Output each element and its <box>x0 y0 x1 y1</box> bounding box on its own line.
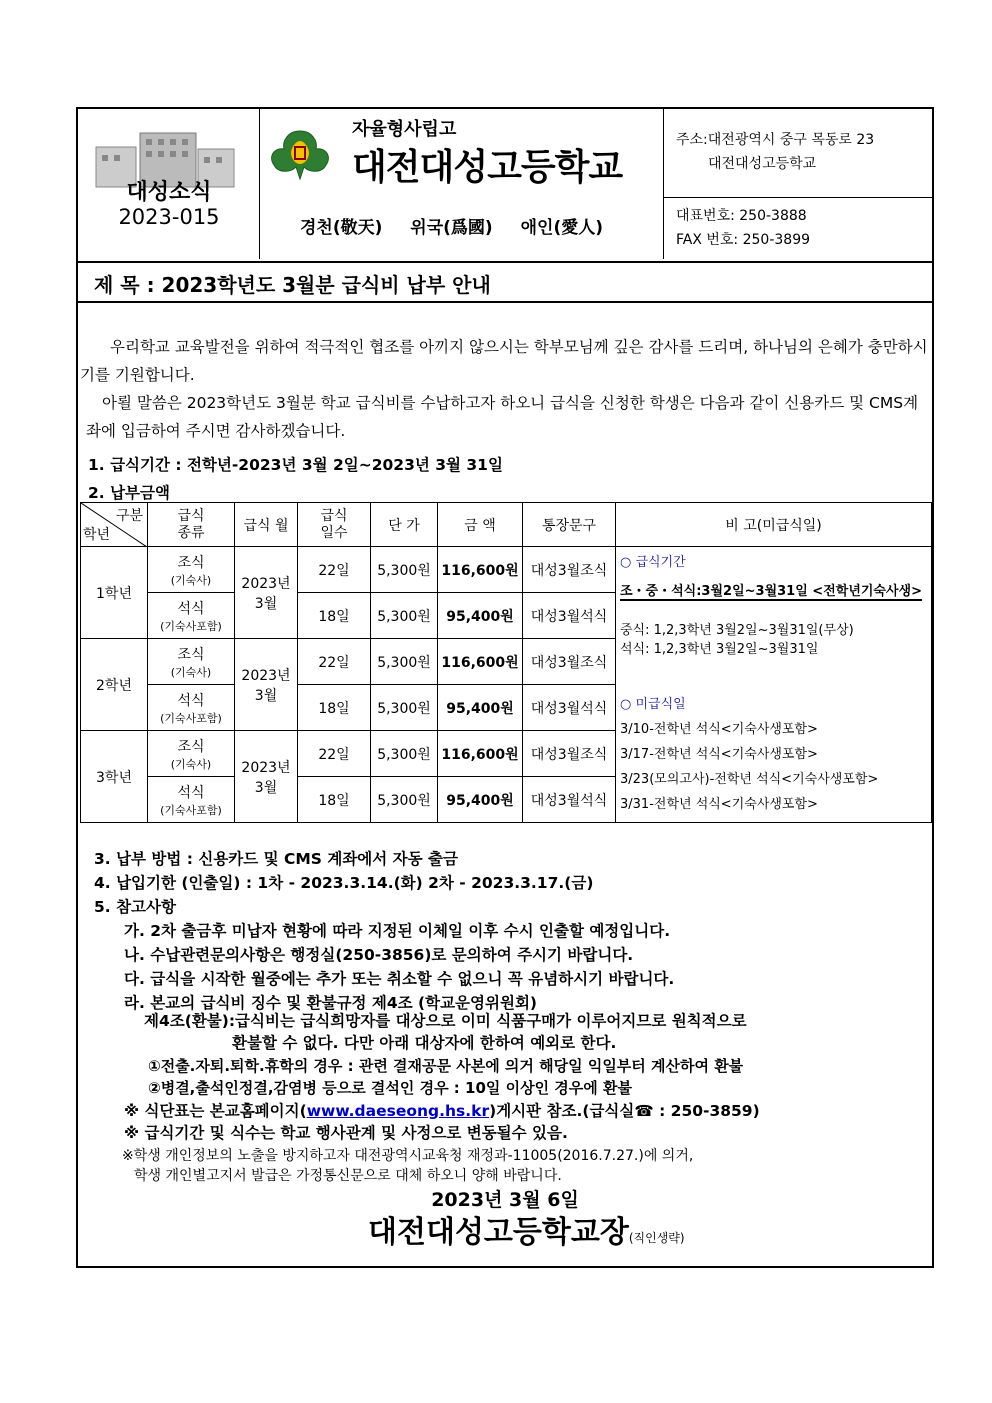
ref-item-c: 다. 급식을 시작한 월중에는 추가 또는 취소할 수 없으니 꼭 유념하시기 바랍니다. <box>124 970 675 988</box>
amount: 116,600원 <box>438 547 523 593</box>
unit-price: 5,300원 <box>371 777 438 823</box>
note-heading-period: ○ 급식기간 <box>620 555 686 570</box>
meal-month: 2023년 3월 <box>235 547 298 639</box>
unit-price: 5,300원 <box>371 547 438 593</box>
table-header-row <box>81 503 932 547</box>
bank-memo: 대성3월조식 <box>523 731 616 777</box>
note-line: 3/23(모의고사)-전학년 석식<기숙사생포함> <box>620 772 879 787</box>
newsletter-box <box>78 109 260 259</box>
ref-item-d: 라. 본교의 급식비 징수 및 환불규정 제4조 (학교운영위원회) <box>124 994 537 1012</box>
header-grade: 학년 <box>83 527 111 543</box>
meal-days: 18일 <box>298 593 371 639</box>
amount: 116,600원 <box>438 639 523 685</box>
note-line: 중식: 1,2,3학년 3월2일~3월31일(무상) <box>620 623 854 638</box>
newsletter-name: 대성소식 <box>126 180 212 205</box>
newsletter-number: 2023-015 <box>118 205 220 229</box>
note-cell <box>616 547 932 823</box>
menu-notice: ※ 식단표는 본교홈페이지(www.daeseong.hs.kr)게시판 참조.(급식실☎ : 250-3859) <box>124 1102 760 1120</box>
meal-month: 2023년 3월 <box>235 639 298 731</box>
ref-item-b: 나. 수납관련문의사항은 행정실(250-3856)로 문의하여 주시기 바랍니다. <box>124 946 634 964</box>
header-unit-price: 단 가 <box>371 503 438 547</box>
item-payment-method: 3. 납부 방법 : 신용카드 및 CMS 계좌에서 자동 출금 <box>94 850 458 868</box>
note-line: 3/17-전학년 석식<기숙사생포함> <box>620 747 818 762</box>
principal-signature: 대전대성고등학교장(직인생략) <box>368 1215 685 1250</box>
unit-price: 5,300원 <box>371 731 438 777</box>
address-line1: 주소:대전광역시 중구 목동로 23 <box>676 132 875 148</box>
meal-kind: 석식 (기숙사포함) <box>148 777 235 823</box>
meal-days: 18일 <box>298 777 371 823</box>
bank-memo: 대성3월석식 <box>523 777 616 823</box>
grade-cell: 1학년 <box>81 547 148 639</box>
bank-memo: 대성3월조식 <box>523 547 616 593</box>
letterhead <box>78 109 932 263</box>
item-payment-deadline: 4. 납입기한 (인출일) : 1차 - 2023.3.14.(화) 2차 - 2023.3.17.(금) <box>94 874 594 892</box>
divider <box>664 197 932 198</box>
meal-kind: 조식 (기숙사) <box>148 731 235 777</box>
header-month: 급식 월 <box>235 503 298 547</box>
intro-paragraph-1: 우리학교 교육발전을 위하여 적극적인 협조를 아끼지 않으시는 학부모님께 깊은 감사를 드리며, 하나님의 은혜가 충만하시기를 기원합니다. <box>80 338 928 384</box>
seal-omitted: (직인생략) <box>628 1231 685 1245</box>
document-frame <box>76 107 934 1268</box>
note-line: 3/10-전학년 석식<기숙사생포함> <box>620 722 818 737</box>
header-amount: 금 액 <box>438 503 523 547</box>
amount: 116,600원 <box>438 731 523 777</box>
privacy-notice-line1: ※학생 개인정보의 노출을 방지하고자 대전광역시교육청 재정과-11005(2016.7.27.)에 의거, <box>122 1148 694 1164</box>
header-gubun: 구분 <box>115 508 143 524</box>
school-motto: 경천(敬天) 위국(爲國) 애인(愛人) <box>300 218 603 238</box>
school-name: 대전대성고등학교 <box>352 147 623 188</box>
bank-memo: 대성3월조식 <box>523 639 616 685</box>
meal-days: 22일 <box>298 547 371 593</box>
ref-item-a: 가. 2차 출금후 미납자 현황에 따라 지정된 이체일 이후 수시 인출할 예정입니다. <box>124 922 671 940</box>
school-type: 자율형사립고 <box>352 119 457 140</box>
note-heading-no-meal: ○ 미급식일 <box>620 697 686 712</box>
grade-cell: 3학년 <box>81 731 148 823</box>
grade-cell: 2학년 <box>81 639 148 731</box>
bank-memo: 대성3월석식 <box>523 593 616 639</box>
fax-number: FAX 번호: 250-3899 <box>676 232 811 248</box>
unit-price: 5,300원 <box>371 639 438 685</box>
amount: 95,400원 <box>438 593 523 639</box>
header-note: 비 고(미급식일) <box>616 503 932 547</box>
title-divider <box>78 301 932 303</box>
amount: 95,400원 <box>438 685 523 731</box>
refund-rule-line2: 환불할 수 없다. 다만 아래 대상자에 한하여 예외로 한다. <box>232 1034 617 1052</box>
meal-days: 22일 <box>298 639 371 685</box>
contact-box <box>664 109 932 259</box>
refund-rule-line1: 제4조(환불):급식비는 급식희망자를 대상으로 이미 식품구매가 이루어지므로 원칙적으로 <box>144 1012 747 1030</box>
phone-number: 대표번호: 250-3888 <box>676 208 807 224</box>
table-row <box>81 547 932 593</box>
fee-table <box>80 502 932 823</box>
school-name-box <box>260 109 664 259</box>
header-days: 급식 일수 <box>298 503 371 547</box>
homepage-link[interactable]: www.daeseong.hs.kr <box>306 1102 490 1120</box>
note-line: 조・중・석식:3월2일~3월31일 <전학년기숙사생> <box>620 580 922 601</box>
meal-days: 18일 <box>298 685 371 731</box>
meal-kind: 석식 (기숙사포함) <box>148 685 235 731</box>
note-line: 석식: 1,2,3학년 3월2일~3월31일 <box>620 642 819 657</box>
document-title: 제 목 : 2023학년도 3월분 급식비 납부 안내 <box>94 273 491 297</box>
change-notice: ※ 급식기간 및 식수는 학교 행사관계 및 사정으로 변동될수 있음. <box>124 1124 568 1142</box>
note-line: 3/31-전학년 석식<기숙사생포함> <box>620 797 818 812</box>
header-bank-memo: 통장문구 <box>523 503 616 547</box>
item-references: 5. 참고사항 <box>94 898 176 916</box>
meal-kind: 석식 (기숙사포함) <box>148 593 235 639</box>
meal-kind: 조식 (기숙사) <box>148 547 235 593</box>
issue-date: 2023년 3월 6일 <box>431 1189 579 1211</box>
privacy-notice-line2: 학생 개인별고지서 발급은 가정통신문으로 대체 하오니 양해 바랍니다. <box>134 1168 562 1184</box>
meal-days: 22일 <box>298 731 371 777</box>
unit-price: 5,300원 <box>371 593 438 639</box>
refund-case-2: ②병결,출석인정결,감염병 등으로 결석인 경우 : 10일 이상인 경우에 환불 <box>148 1079 632 1097</box>
refund-case-1: ①전출.자퇴.퇴학.휴학의 경우 : 관련 결재공문 사본에 의거 해당일 익일부터 계산하여 환불 <box>148 1057 744 1075</box>
header-kind: 급식 종류 <box>148 503 235 547</box>
item-meal-period: 1. 급식기간 : 전학년-2023년 3월 2일~2023년 3월 31일 <box>88 456 503 474</box>
meal-month: 2023년 3월 <box>235 731 298 823</box>
item-payment-amount: 2. 납부금액 <box>88 484 170 502</box>
intro-paragraph-2: 아뢸 말씀은 2023학년도 3월분 학교 급식비를 수납하고자 하오니 급식을 신청한 학생은 다음과 같이 신용카드 및 CMS계좌에 입금하여 주시면 감사하겠습니다. <box>86 394 919 440</box>
bank-memo: 대성3월석식 <box>523 685 616 731</box>
amount: 95,400원 <box>438 777 523 823</box>
header-gubun-grade <box>81 503 148 547</box>
address-line2: 대전대성고등학교 <box>708 156 817 172</box>
school-emblem-icon <box>268 127 332 183</box>
meal-kind: 조식 (기숙사) <box>148 639 235 685</box>
unit-price: 5,300원 <box>371 685 438 731</box>
